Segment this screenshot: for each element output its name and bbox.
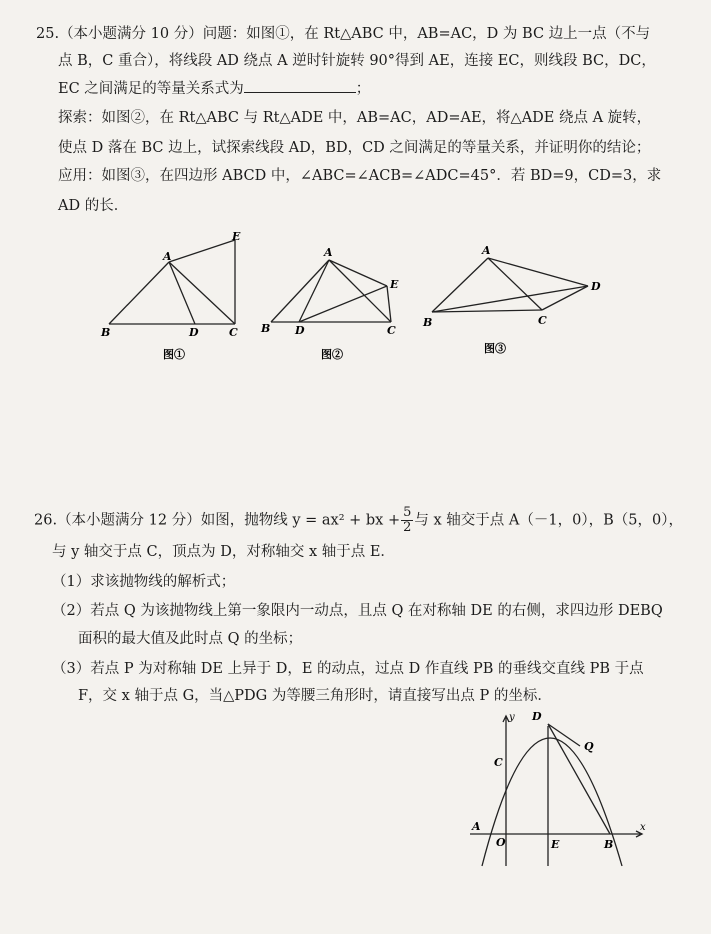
fig3-label-c: C (538, 314, 547, 327)
fig2-label-b: B (261, 322, 271, 335)
fig3-label-d: D (591, 280, 601, 293)
fig2-caption: 图② (321, 348, 343, 361)
q26-line2: 与 y 轴交于点 C，顶点为 D，对称轴交 x 轴于点 E． (52, 544, 395, 560)
fig1-label-c: C (229, 326, 238, 339)
graph-label-o: O (496, 836, 506, 849)
figure-3 (418, 240, 618, 360)
q25-line5: 使点 D 落在 BC 边上，试探索线段 AD，BD，CD 之间满足的等量关系，并证明你的结论； (58, 140, 651, 156)
fig1-label-a: A (163, 250, 172, 263)
graph-label-b: B (604, 838, 614, 851)
q26-part2-line2: 面积的最大值及此时点 Q 的坐标； (78, 631, 303, 647)
q25-number: 25. (36, 26, 60, 42)
fraction-5-over-2: $\frac{5}{2}$ (403, 505, 412, 535)
answer-blank (244, 78, 356, 93)
q26-part1: （1）求该抛物线的解析式； (52, 574, 236, 590)
graph-label-d: D (532, 710, 542, 723)
q25-line7: AD 的长． (58, 198, 129, 214)
fig1-label-e: E (232, 230, 241, 243)
fig2-label-d: D (295, 324, 305, 337)
q25-score: （本小题满分 10 分） (59, 26, 203, 42)
q26-line1: 26.（本小题满分 12 分）如图，抛物线 y = ax² + bx + $\frac{5}{2}$ 与 x 轴交于点 A（－1，0），B（5，0）， (34, 505, 683, 535)
q26-part3-line2: F，交 x 轴于点 G，当△PDG 为等腰三角形时，请直接写出点 P 的坐标． (78, 688, 552, 704)
q25-line2: 点 B，C 重合），将线段 AD 绕点 A 逆时针旋转 90°得到 AE，连接 EC，则线段 BC，DC， (58, 53, 656, 69)
fig3-label-a: A (482, 244, 491, 257)
q25-line6: 应用：如图③，在四边形 ABCD 中，∠ABC=∠ACB=∠ADC=45°．若 BD=9，CD=3，求 (58, 168, 662, 184)
q26-part3-line1: （3）若点 P 为对称轴 DE 上异于 D，E 的动点，过点 D 作直线 PB 的垂线交直线 PB 于点 (52, 661, 644, 677)
graph-label-y: y (509, 712, 515, 723)
fig2-label-a: A (324, 246, 333, 259)
graph-label-x: x (640, 822, 646, 833)
figure-1 (95, 228, 255, 363)
fig3-caption: 图③ (484, 342, 506, 355)
fig2-label-e: E (390, 278, 399, 291)
fig1-caption: 图① (163, 348, 185, 361)
fig2-label-c: C (387, 324, 396, 337)
graph-label-q: Q (584, 740, 594, 753)
graph-label-a: A (472, 820, 481, 833)
q26-score: （本小题满分 12 分） (57, 512, 201, 529)
fig1-label-b: B (101, 326, 111, 339)
q25-line3: EC 之间满足的等量关系式为 ； (58, 78, 370, 99)
q25-line1: 25.（本小题满分 10 分）问题：如图①，在 Rt△ABC 中，AB=AC，D 为 BC 边上一点（不与 (36, 26, 651, 42)
fig1-label-d: D (189, 326, 199, 339)
parabola-graph (462, 700, 652, 870)
q26-number: 26. (34, 512, 58, 529)
fig3-label-b: B (423, 316, 433, 329)
figure-2 (257, 238, 417, 363)
graph-label-e: E (551, 838, 560, 851)
q26-part2-line1: （2）若点 Q 为该抛物线上第一象限内一动点，且点 Q 在对称轴 DE 的右侧，求四边形 DEBQ (52, 603, 663, 619)
q25-line4: 探索：如图②，在 Rt△ABC 与 Rt△ADE 中，AB=AC，AD=AE，将△ADE 绕点 A 旋转， (58, 110, 652, 126)
graph-label-c: C (494, 756, 503, 769)
